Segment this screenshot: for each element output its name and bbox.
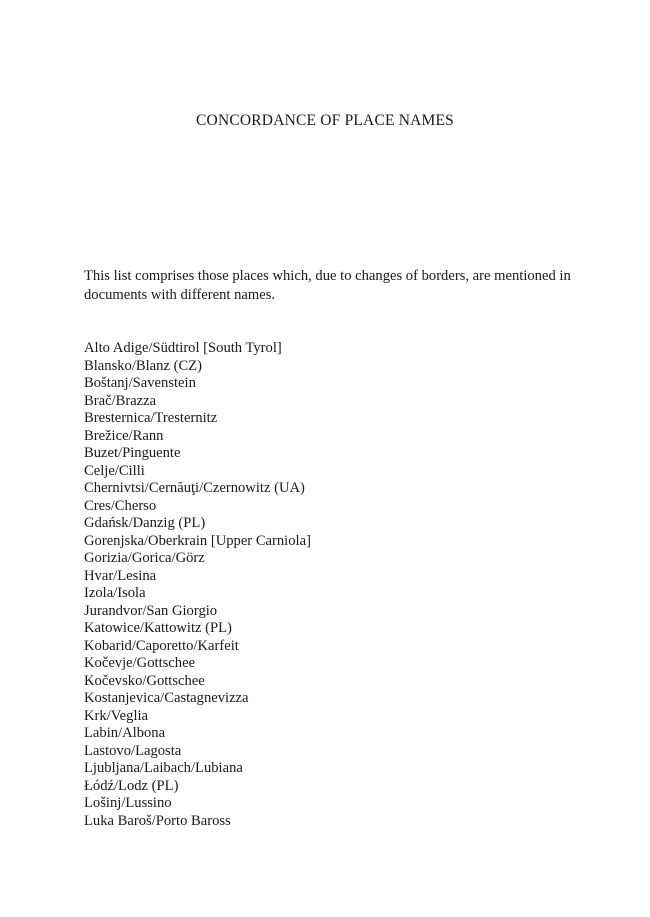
place-name-entry: Kočevje/Gottschee — [84, 655, 196, 671]
place-name-entry: Gorizia/Gorica/Görz — [84, 550, 205, 566]
place-name-entry: Hvar/Lesina — [84, 567, 157, 584]
place-name-entry: Cres/Cherso — [84, 497, 157, 514]
place-name-entry: Alto Adige/Südtirol [South Tyrol] — [84, 340, 282, 356]
place-name-entry: Jurandvor/San Giorgio — [84, 602, 218, 619]
place-name-entry: Krk/Veglia — [84, 707, 149, 724]
intro-paragraph: This list comprises those places which, due to changes of borders, are mentioned in documents with different names. — [84, 268, 571, 303]
page-title: CONCORDANCE OF PLACE NAMES — [196, 112, 454, 129]
place-name-entry: Brežice/Rann — [84, 427, 164, 444]
place-name-entry: Gdańsk/Danzig (PL) — [84, 515, 206, 531]
place-name-entry: Celje/Cilli — [84, 462, 145, 479]
place-name-entry: Kobarid/Caporetto/Karfeit — [84, 637, 239, 654]
place-name-entry: Katowice/Kattowitz (PL) — [84, 620, 232, 636]
place-name-entry: Luka Baroš/Porto Baross — [84, 812, 231, 829]
place-name-entry: Bresternica/Tresternitz — [84, 410, 218, 426]
place-name-entry: Lošinj/Lussino — [84, 795, 172, 811]
place-name-entry: Boštanj/Savenstein — [84, 375, 196, 391]
place-name-entry: Brač/Brazza — [84, 392, 157, 409]
place-name-entry: Buzet/Pinguente — [84, 445, 181, 461]
place-name-entry: Chernivtsi/Cernăuţi/Czernowitz (UA) — [84, 480, 305, 496]
place-name-entry: Kočevsko/Gottschee — [84, 672, 205, 689]
place-name-list — [84, 340, 584, 830]
place-name-entry: Ljubljana/Laibach/Lubiana — [84, 760, 243, 776]
place-name-entry: Gorenjska/Oberkrain [Upper Carniola] — [84, 532, 311, 549]
place-name-entry: Izola/Isola — [84, 585, 146, 601]
place-name-entry: Blansko/Blanz (CZ) — [84, 357, 202, 374]
place-name-entry: Labin/Albona — [84, 725, 166, 741]
place-name-entry: Kostanjevica/Castagnevizza — [84, 690, 249, 706]
place-name-entry: Łódź/Lodz (PL) — [84, 777, 179, 794]
place-name-entry: Lastovo/Lagosta — [84, 742, 182, 759]
